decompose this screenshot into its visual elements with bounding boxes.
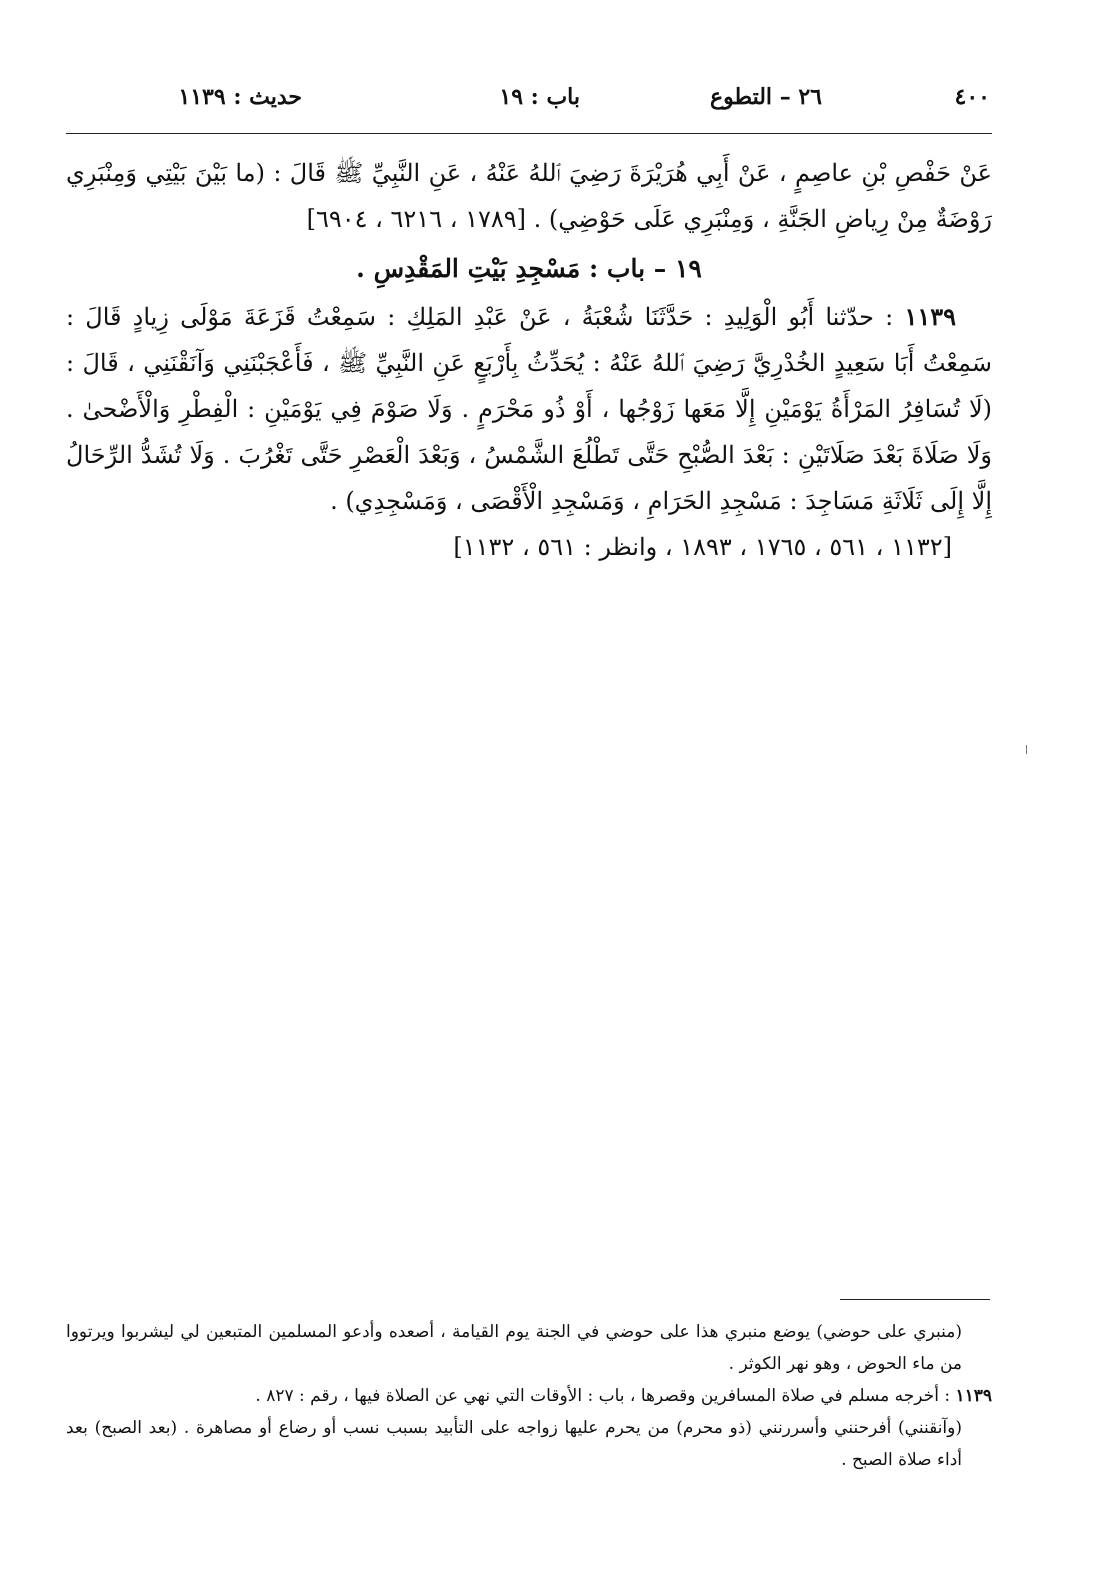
hadith-label: حديث : ١١٣٩ bbox=[178, 84, 302, 110]
previous-hadith-text: عَنْ حَفْصِ بْنِ عاصِمٍ ، عَنْ أَبِي هُرَيْرَةَ رَضِيَ ٱللهُ عَنْهُ ، عَنِ النَّبِيِّ ﷺ قَالَ : (ما بَيْنَ بَيْتِي وَمِنْبَرِي رَوْضَةٌ مِنْ رِياضِ الجَنَّةِ ، وَمِنْبَرِي عَلَى حَوْضِي) . [١٧٨٩ ، ٦٢١٦ ، ٦٩٠٤] bbox=[66, 159, 992, 233]
hadith-paragraph bbox=[66, 294, 992, 524]
footnotes bbox=[66, 1316, 992, 1476]
hadith-references: [١١٣٢ ، ٥٦١ ، ١٧٦٥ ، ١٨٩٣ ، وانظر : ٥٦١ ، ١١٣٢] bbox=[453, 533, 952, 561]
footnote-number: ١١٣٩ bbox=[955, 1386, 992, 1406]
header-divider bbox=[66, 133, 992, 134]
footnote-1139 bbox=[66, 1380, 992, 1412]
page-number: ٤٠٠ bbox=[954, 84, 990, 110]
hadith-text: : حدّثنا أَبُو الْوَلِيدِ : حَدَّثَنَا شُعْبَةُ ، عَنْ عَبْدِ المَلِكِ : سَمِعْتُ قَزَعَةَ مَوْلَى زِيادٍ قَالَ : سَمِعْتُ أَبَا سَعِيدٍ الخُدْرِيَّ رَضِيَ ٱللهُ عَنْهُ : يُحَدِّثُ بِأَرْبَعٍ عَنِ النَّبِيِّ ﷺ ، فَأَعْجَبْنَنِي وَآنَقْنَنِي ، قَالَ : (لَا تُسَافِرُ المَرْأَةُ يَوْمَيْنِ إِلَّا مَعَها زَوْجُها ، أَوْ ذُو مَحْرَمٍ . وَلَا صَوْمَ فِي يَوْمَيْنِ : الْفِطْرِ وَالْأَضْحىٰ . وَلَا صَلَاةَ بَعْدَ صَلَاتَيْنِ : بَعْدَ الصُّبْحِ حَتَّى تَطْلُعَ الشَّمْسُ ، وَبَعْدَ الْعَصْرِ حَتَّى تَغْرُبَ . وَلَا تُشَدُّ الرِّحَالُ إِلَّا إِلَى ثَلَاثَةِ مَسَاجِدَ : مَسْجِدِ الحَرَامِ ، وَمَسْجِدِ الْأَقْصَى ، وَمَسْجِدِي) . bbox=[66, 303, 992, 515]
chapter-label: باب : ١٩ bbox=[499, 84, 580, 110]
hadith-number: ١١٣٩ bbox=[904, 302, 956, 331]
margin-mark bbox=[1026, 745, 1027, 754]
main-text bbox=[66, 150, 992, 570]
footnote-1139-text: : أخرجه مسلم في صلاة المسافرين وقصرها ، باب : الأوقات التي نهي عن الصلاة فيها ، رقم : ٨٢٧ . bbox=[255, 1386, 951, 1406]
chapter-heading: ١٩ – باب : مَسْجِدِ بَيْتِ المَقْدِسِ . bbox=[356, 254, 702, 283]
footnote-divider bbox=[840, 1299, 990, 1300]
running-head bbox=[66, 84, 992, 124]
book-title: ٢٦ – التطوع bbox=[710, 84, 822, 110]
footnote-glossary: (وآنقنني) أفرحنني وأسررنني (ذو محرم) من يحرم عليها زواجه على التأبيد بسبب نسب أو رضاع أو مصاهرة . (بعد الصبح) بعد أداء صلاة الصبح . bbox=[66, 1418, 962, 1470]
footnote-minbar: (منبري على حوضي) يوضع منبري هذا على حوضي في الجنة يوم القيامة ، أصعده وأدعو المسلمين المتبعين لي ليشربوا ويرتووا من ماء الحوض ، وهو نهر الكوثر . bbox=[66, 1322, 962, 1374]
